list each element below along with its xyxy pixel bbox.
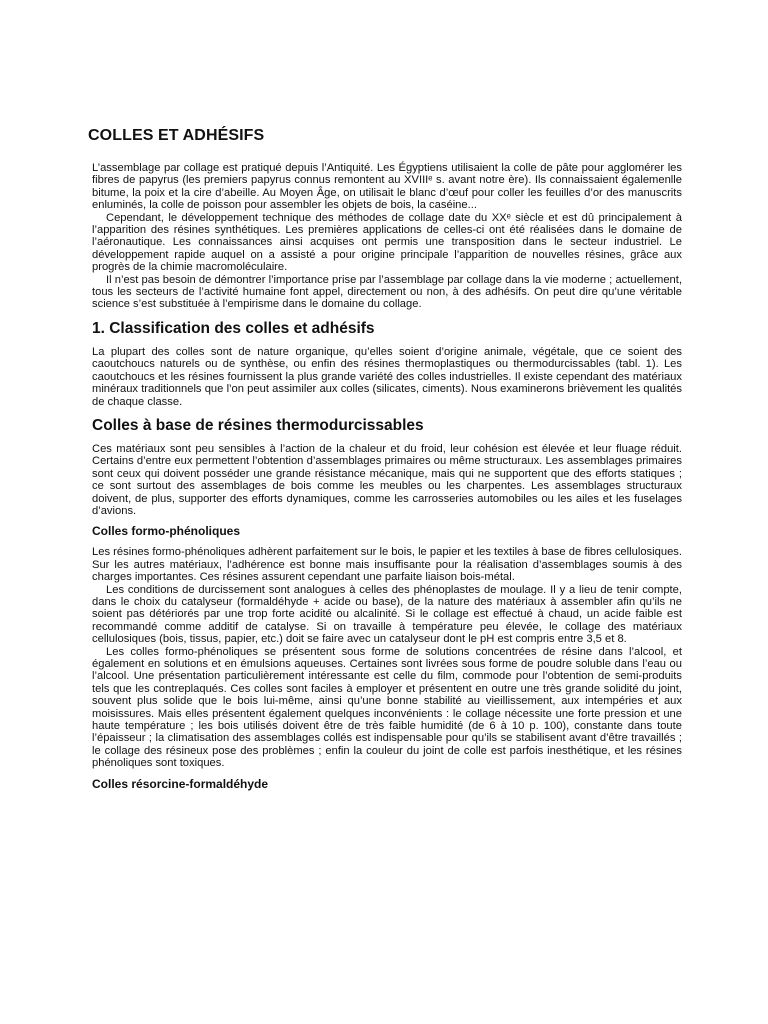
section-heading-classification: 1. Classification des colles et adhésifs [92, 319, 375, 337]
thermodurcissables-paragraph: Ces matériaux sont peu sensibles à l’action de la chaleur et du froid, leur cohésion est élevée et leur fluage réduit. Certains d’entre eux permettent l’obtention d’assemblages primaires ou même structuraux. Les assemblages primaires sont ceux qui doivent posséder une grande résistance mécanique, mais qui ne supportent que des efforts statiques ; ce sont surtout des assemblages de bois comme les meubles ou les charpentes. Les assemblages structuraux doivent, de plus, supporter des efforts dynamiques, comme les carrosseries automobiles ou les ailes et les fuselages d’avions. [92, 442, 682, 517]
document-page [88, 126, 682, 799]
classification-paragraph: La plupart des colles sont de nature organique, qu’elles soient d’origine animale, végétale, que ce soient des caoutchoucs naturels ou de synthèse, ou enfin des résines thermoplastiques ou thermodurcissables (tabl. 1). Les caoutchoucs et les résines fournissent la plus grande variété des colles industrielles. Il existe cependant des matériaux minéraux traditionnels que l’on peut assimiler aux colles (silicates, ciments). Nous examinerons brièvement les qualités de chaque classe. [92, 345, 682, 408]
formo-phenoliques-paragraph-3: Les colles formo-phénoliques se présentent sous forme de solutions concentrées de résine dans l’alcool, et également en solutions et en émulsions aqueuses. Certaines sont livrées sous forme de poudre soluble dans l’eau ou l’alcool. Une présentation particulièrement intéressante est celle du film, commode pour l’obtention de semi-produits tels que les contreplaqués. Ces colles sont faciles à employer et présentent en outre une très grande solidité du joint, souvent plus solide que le bois lui-même, ainsi qu’une bonne stabilité au vieillissement, aux intempéries et aux moisissures. Mais elles présentent également quelques inconvénients : le collage nécessite une forte pression et une haute température ; les bois utilisés doivent être de très faible humidité (de 6 à 10 p. 100), constante dans toute l’épaisseur ; la climatisation des assemblages collés est indispensable pour qu’ils se stabilisent avant d’être travaillés ; le collage des résineux pose des problèmes ; enfin la couleur du joint de colle est parfois inesthétique, et les résines phénoliques sont toxiques. [92, 645, 682, 770]
document-title: COLLES ET ADHÉSIFS [88, 127, 265, 144]
subsection-heading-resorcine: Colles résorcine-formaldéhyde [92, 776, 269, 791]
intro-paragraph-1: L’assemblage par collage est pratiqué depuis l’Antiquité. Les Égyptiens utilisaient la colle de pâte pour agglomérer les fibres de papyrus (les premiers papyrus connus remontent au XVIIIᵉ s. avant notre ère). Ils connaissaient égalemenlle bitume, la poix et la cire d’abeille. Au Moyen Âge, on utilisait le blanc d’œuf pour coller les feuilles d’or des manuscrits enluminés, la colle de poisson pour assembler les objets de bois, la caséine... [92, 162, 682, 212]
section-heading-thermodurcissables: Colles à base de résines thermodurcissables [92, 416, 424, 434]
intro-paragraph-2: Cependant, le développement technique des méthodes de collage date du XXᵉ siècle et est dû principalement à l’apparition des résines synthétiques. Les premières applications de celles-ci ont été réalisées dans le domaine de l’aéronautique. Les connaissances ainsi acquises ont permis une transposition dans le secteur industriel. Le développement rapide auquel on a assisté a pour origine principale l’apparition de nouvelles résines, grâce aux progrès de la chimie macromoléculaire. [92, 211, 682, 274]
formo-phenoliques-paragraph-2: Les conditions de durcissement sont analogues à celles des phénoplastes de moulage. Il y a lieu de tenir compte, dans le choix du catalyseur (formaldéhyde + acide ou base), de la nature des matériaux à assembler afin qu’ils ne soient pas détériorés par une trop forte acidité ou alcalinité. Si le collage est effectué à chaud, un acide faible est recommandé comme additif de catalyse. Si on travaille à température peu élevée, le collage des matériaux cellulosiques (bois, tissus, papier, etc.) doit se faire avec un catalyseur dont le pH est compris entre 3,5 et 8. [92, 583, 682, 646]
subsection-heading-formo-phenoliques: Colles formo-phénoliques [92, 524, 241, 539]
intro-paragraph-3: Il n’est pas besoin de démontrer l’importance prise par l’assemblage par collage dans la vie moderne ; actuellement, tous les secteurs de l’activité humaine font appel, directement ou non, à des adhésifs. On peut dire qu’une véritable science s’est substituée à l’empirisme dans le domaine du collage. [92, 273, 682, 311]
formo-phenoliques-paragraph-1: Les résines formo-phénoliques adhèrent parfaitement sur le bois, le papier et les textiles à base de fibres cellulosiques. Sur les autres matériaux, l’adhérence est bonne mais insuffisante pour la réalisation d’assemblages soumis à des charges importantes. Ces résines assurent cependant une parfaite liaison bois-métal. [92, 546, 682, 584]
